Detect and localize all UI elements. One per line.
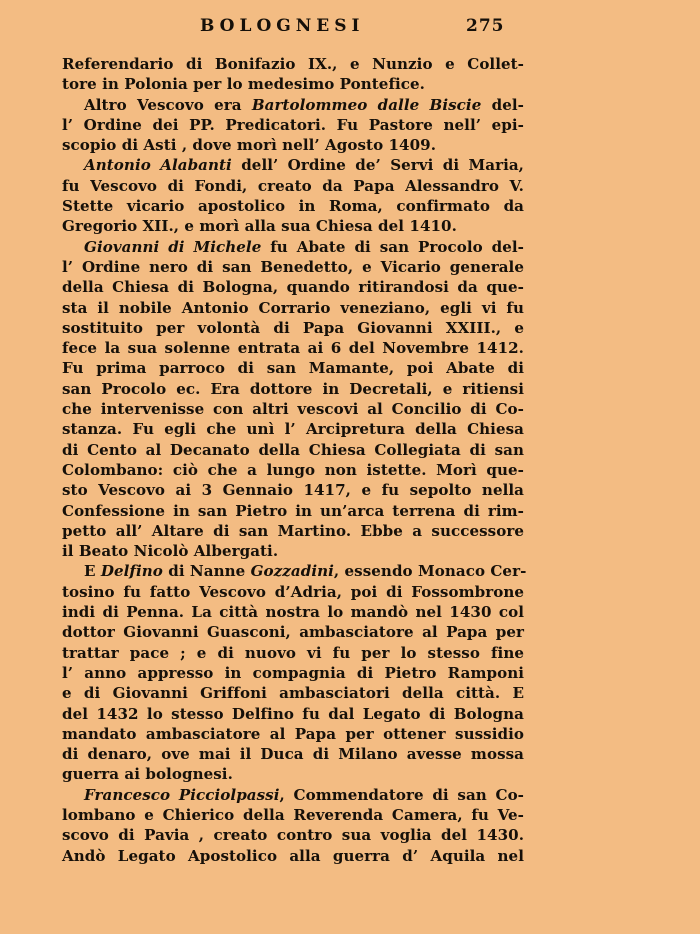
text-segment: scopio di Asti , dove morì nell’ Agosto 1409. [62,136,437,155]
text-segment: Referendario di Bonifazio IX., e Nunzio e Collet- [62,55,524,73]
text-line [62,785,524,805]
text-segment: E [84,562,101,581]
text-segment: l’ Ordine nero di san Benedetto, e Vicario generale [62,257,524,276]
text-segment: del 1432 lo stesso Delfino fu dal Legato di Bologna [62,704,524,723]
text-line [62,74,524,94]
text-line [62,704,524,724]
text-line [62,602,524,622]
text-line [62,440,524,460]
text-segment: trattar pace ; e di nuovo vi fu per lo stesso fine [62,643,524,662]
text-line [62,277,524,297]
text-line [62,358,524,378]
text-segment: , essendo Monaco Cer- [333,562,527,581]
text-line [62,318,524,338]
italic-name: Gozzadini [250,562,334,581]
text-line [62,480,524,500]
italic-name: Giovanni di Michele [84,237,262,256]
italic-name: Antonio Alabanti [84,156,232,175]
text-segment: scovo di Pavia , creato contro sua voglia del 1430. [62,826,524,845]
italic-name: Delfino [100,562,163,581]
text-line [62,196,524,216]
text-line [62,643,524,663]
text-segment: , Commendatore di san Co- [279,785,525,804]
text-line [62,460,524,480]
text-segment: di denaro, ove mai il Duca di Milano avesse mossa [62,745,524,764]
text-line [62,54,524,74]
text-line [62,155,524,175]
text-segment: fu Vescovo di Fondi, creato da Papa Alessandro V. [62,176,524,195]
text-segment: sta il nobile Antonio Corrario veneziano, egli vi fu [62,298,524,317]
text-segment: dottor Giovanni Guasconi, ambasciatore al Papa per [62,623,524,642]
text-line [62,338,524,358]
text-segment: fu Abate di san Procolo del- [261,237,524,256]
text-segment: di Cento al Decanato della Chiesa Collegiata di san [62,440,524,459]
text-segment: tosino fu fatto Vescovo d’Adria, poi di Fossombrone [62,582,524,601]
text-segment: della Chiesa di Bologna, quando ritirandosi da que- [62,278,524,297]
text-segment: Altro Vescovo era [84,95,252,114]
italic-name: Bartolommeo dalle Biscie [251,95,482,114]
text-segment: stanza. Fu egli che unì l’ Arcipretura della Chiesa [62,420,524,439]
text-line [62,501,524,521]
text-segment: petto all’ Altare di san Martino. Ebbe a successore [62,521,524,540]
text-segment: dell’ Ordine de’ Servi di Maria, [231,156,524,175]
text-segment: che intervenisse con altri vescovi al Concilio di Co- [62,400,524,419]
text-line [62,521,524,541]
text-line [62,846,524,866]
text-segment: lombano e Chierico della Reverenda Camera, fu Ve- [62,805,524,824]
text-line [62,622,524,642]
text-line [62,561,527,581]
text-segment: l’ Ordine dei PP. Predicatori. Fu Pastore nell’ epi- [62,115,524,134]
text-line [62,805,524,825]
text-line [62,379,524,399]
text-segment: Confessione in san Pietro in un’arca terrena di rim- [62,501,524,520]
text-segment: fece la sua solenne entrata ai 6 del Novembre 1412. [62,339,524,358]
text-segment: Stette vicario apostolico in Roma, confirmato da [62,197,524,216]
text-line [62,237,524,257]
text-segment: di Nanne [162,562,251,581]
text-line [62,683,524,703]
text-segment: guerra ai bolognesi. [62,765,233,784]
text-line [62,419,524,439]
text-segment: Gregorio XII., e morì alla sua Chiesa del 1410. [62,217,457,236]
text-segment: indi di Penna. La città nostra lo mandò nel 1430 col [62,603,524,622]
text-line [62,663,524,683]
italic-name: Francesco Picciolpassi [84,785,280,804]
text-line [62,744,524,764]
text-segment: Andò Legato Apostolico alla guerra d’ Aquila nel [62,846,524,865]
text-segment: del- [481,95,524,114]
text-line [62,257,524,277]
text-segment: e di Giovanni Griffoni ambasciatori della città. E [62,684,524,703]
text-line [62,135,524,155]
text-line [62,115,524,135]
running-head [0,16,700,42]
text-segment: sto Vescovo ai 3 Gennaio 1417, e fu sepolto nella [62,481,524,500]
text-line [62,724,524,744]
text-segment: l’ anno appresso in compagnia di Pietro Ramponi [62,663,524,682]
running-title: BOLOGNESI [200,16,365,36]
text-segment: Colombano: ciò che a lungo non istette. Morì que- [62,460,524,479]
text-segment: san Procolo ec. Era dottore in Decretali, e ritiensi [62,379,524,398]
text-segment: il Beato Nicolò Albergati. [62,542,279,561]
text-line [62,176,524,196]
text-line [62,764,524,784]
text-line [62,95,524,115]
text-segment: mandato ambasciatore al Papa per ottener sussidio [62,724,524,743]
text-line [62,216,524,236]
text-segment: sostituito per volontà di Papa Giovanni XXIII., e [62,318,524,337]
text-segment: Fu prima parroco di san Mamante, poi Abate di [62,359,524,378]
text-line [62,825,524,845]
body-text [62,54,527,866]
text-line [62,399,524,419]
text-line [62,541,524,561]
text-line [62,582,524,602]
page-number: 275 [466,16,505,36]
text-line [62,298,524,318]
text-segment: tore in Polonia per lo medesimo Pontefice. [62,75,425,94]
